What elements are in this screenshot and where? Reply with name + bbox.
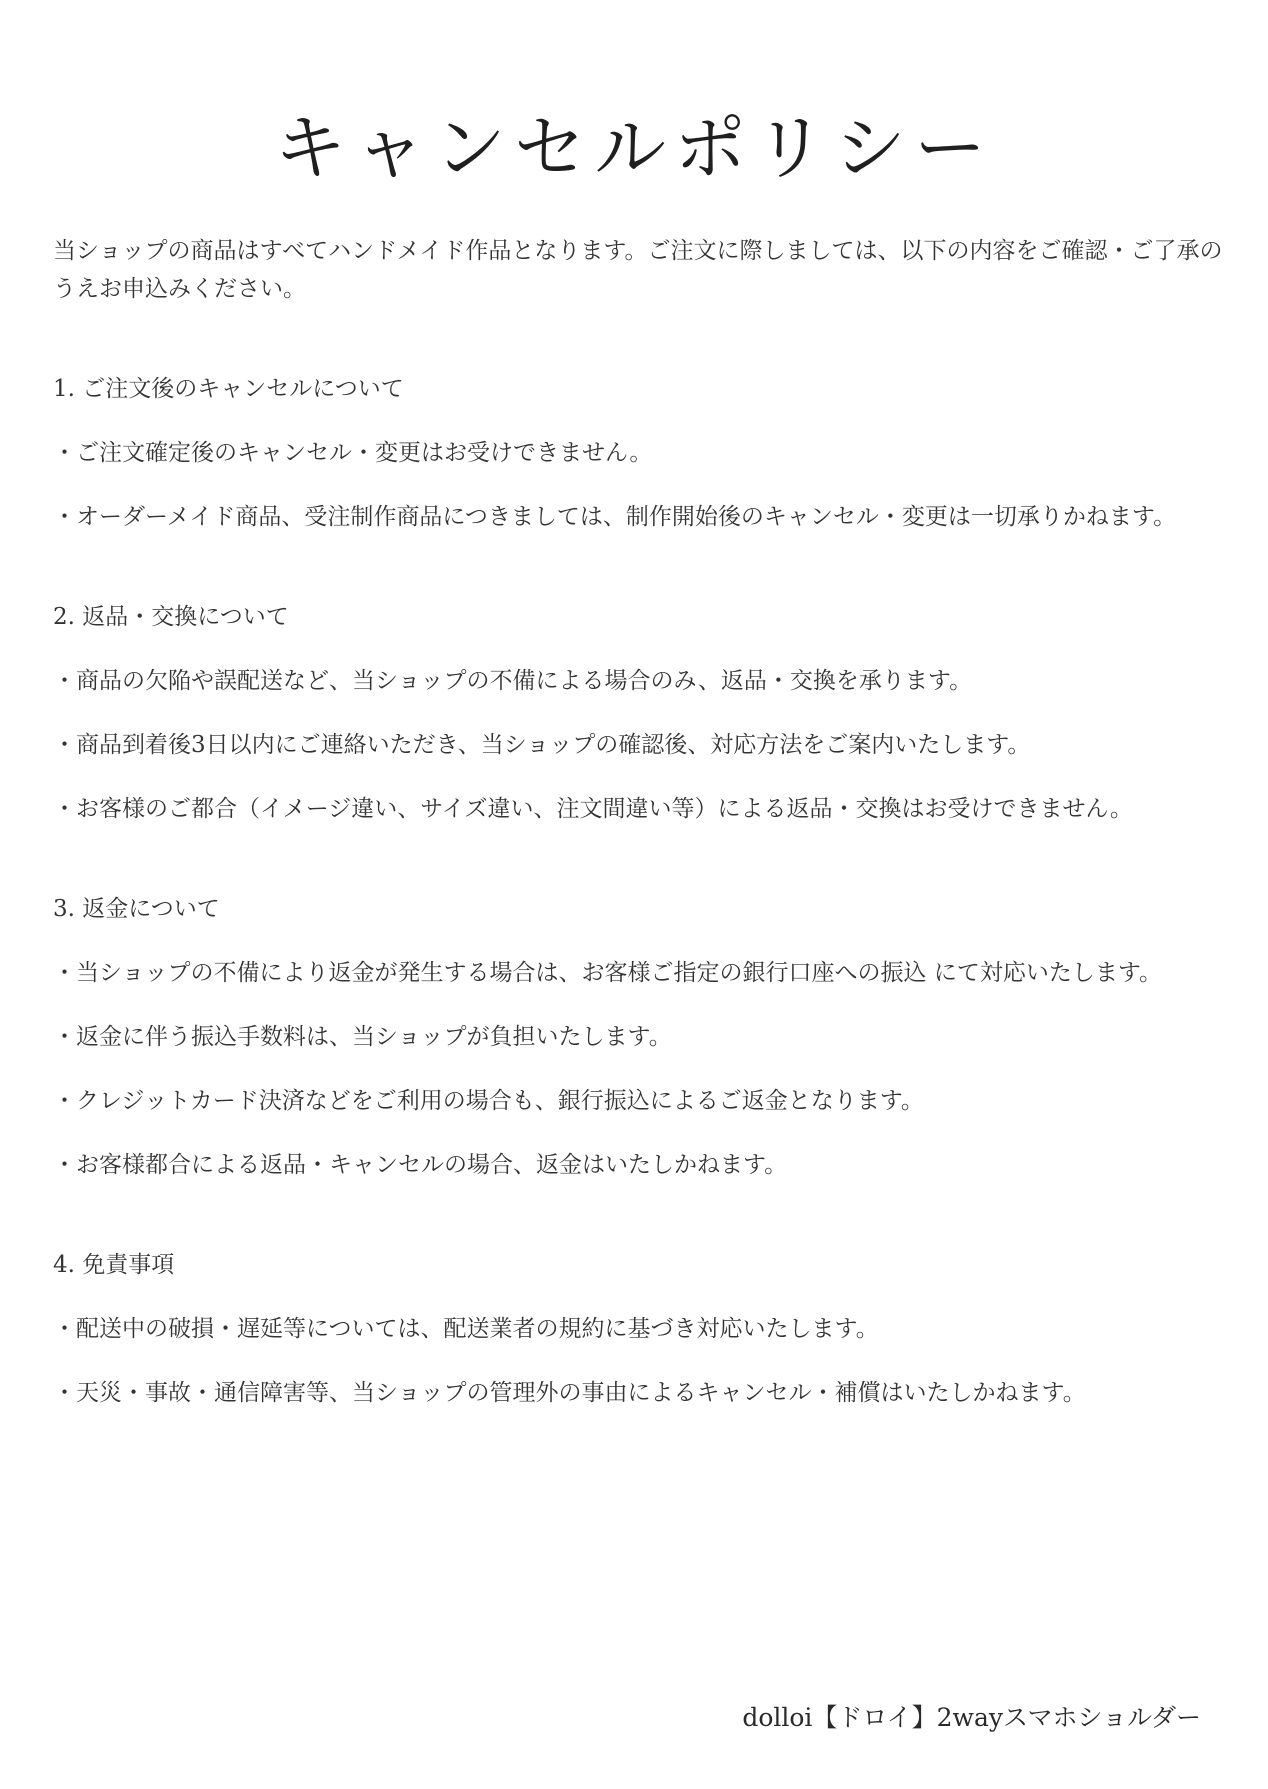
section-returns bbox=[53, 598, 1223, 828]
policy-item: ・商品到着後3日以内にご連絡いただき、当ショップの確認後、対応方法をご案内いたします。 bbox=[53, 732, 1031, 758]
policy-item: ・オーダーメイド商品、受注制作商品につきましては、制作開始後のキャンセル・変更は一切承りかねます。 bbox=[53, 504, 1177, 530]
section-refunds bbox=[53, 890, 1223, 1184]
policy-item: ・お客様都合による返品・キャンセルの場合、返金はいたしかねます。 bbox=[53, 1152, 788, 1178]
policy-item: ・天災・事故・通信障害等、当ショップの管理外の事由によるキャンセル・補償はいたしかねます。 bbox=[53, 1380, 1086, 1406]
section-disclaimer bbox=[53, 1246, 1223, 1412]
section-heading: 1. ご注文後のキャンセルについて bbox=[53, 376, 404, 402]
policy-content bbox=[53, 232, 1223, 1438]
page-title: キャンセルポリシー bbox=[273, 106, 994, 191]
policy-item: ・ご注文確定後のキャンセル・変更はお受けできません。 bbox=[53, 440, 653, 466]
section-cancellation bbox=[53, 370, 1223, 536]
policy-item: ・クレジットカード決済などをご利用の場合も、銀行振込によるご返金となります。 bbox=[53, 1088, 924, 1114]
policy-item: ・当ショップの不備により返金が発生する場合は、お客様ご指定の銀行口座への振込 にて対応いたします。 bbox=[53, 960, 1163, 986]
policy-item: ・返金に伴う振込手数料は、当ショップが負担いたします。 bbox=[53, 1024, 672, 1050]
footer-shop-name: dolloi【ドロイ】2wayスマホショルダー bbox=[742, 1703, 1201, 1732]
policy-item: ・商品の欠陥や誤配送など、当ショップの不備による場合のみ、返品・交換を承ります。 bbox=[53, 668, 973, 694]
section-heading: 3. 返金について bbox=[53, 896, 220, 922]
intro-text: 当ショップの商品はすべてハンドメイド作品となります。ご注文に際しましては、以下の内容をご確認・ご了承のうえお申込みください。 bbox=[53, 238, 1223, 302]
section-heading: 2. 返品・交換について bbox=[53, 604, 289, 630]
policy-item: ・配送中の破損・遅延等については、配送業者の規約に基づき対応いたします。 bbox=[53, 1316, 879, 1342]
policy-item: ・お客様のご都合（イメージ違い、サイズ違い、注文間違い等）による返品・交換はお受けできません。 bbox=[53, 796, 1133, 822]
section-heading: 4. 免責事項 bbox=[53, 1252, 175, 1278]
